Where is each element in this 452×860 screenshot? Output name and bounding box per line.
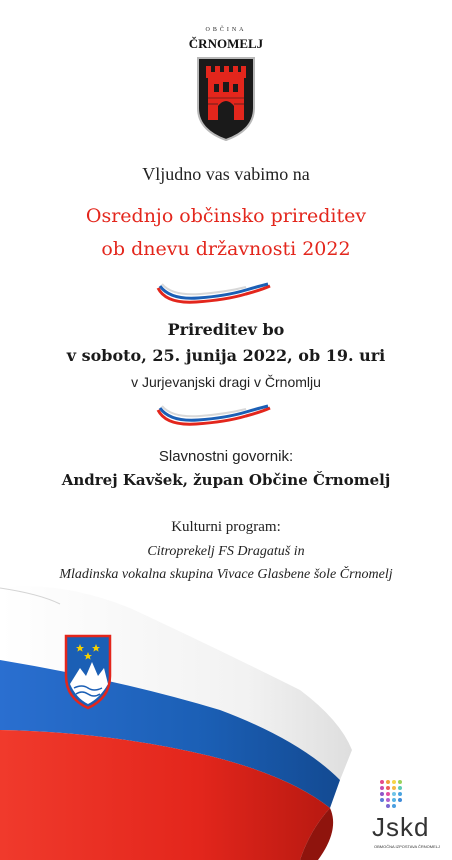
invitation-intro: Vljudno vas vabimo na (142, 164, 310, 184)
municipality-crest (0, 10, 452, 148)
event-date-time: v soboto, 25. junija 2022, ob 19. uri (66, 346, 386, 365)
culture-program-line2: Mladinska vokalna skupina Vivace Glasbene šole Črnomelj (59, 567, 393, 582)
event-intro-line: Prireditev bo (167, 320, 285, 339)
event-location: v Jurjevanjski dragi v Črnomlju (131, 374, 321, 390)
jskd-logo (368, 778, 452, 858)
jskd-subtitle: OBMOČNA IZPOSTAVA ČRNOMELJ (374, 844, 441, 849)
crest-small-text: OBČINA (205, 27, 247, 33)
culture-program-line1: Citroprekelj FS Dragatuš in (147, 544, 305, 559)
jskd-wordmark: Jskd (372, 812, 430, 842)
speaker-label: Slavnostni govornik: (158, 448, 294, 465)
castle-shield-icon (196, 56, 256, 142)
flag-ribbon-decoration (156, 404, 272, 434)
speaker-name: Andrej Kavšek, župan Občine Črnomelj (61, 471, 391, 489)
culture-program-label: Kulturni program: (171, 519, 281, 535)
event-title-line1: Osrednjo občinsko prireditev (85, 205, 367, 227)
event-title-line2: ob dnevu državnosti 2022 (101, 238, 351, 260)
flag-ribbon-decoration (156, 282, 272, 312)
crest-name: ČRNOMELJ (188, 36, 264, 51)
